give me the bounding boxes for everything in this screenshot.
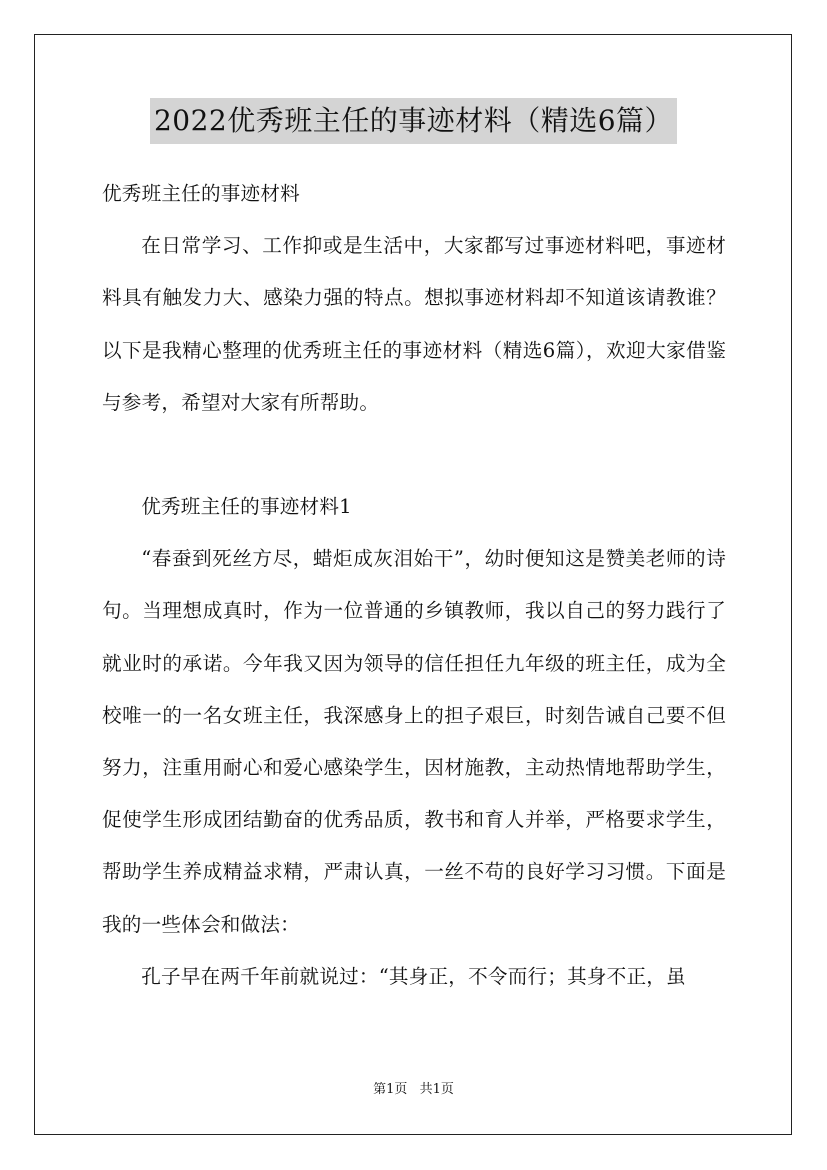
body-paragraph-1: “春蚕到死丝方尽，蜡炬成灰泪始干”，幼时便知这是赞美老师的诗句。当理想成真时，作为一位普通的乡镇教师，我以自己的努力践行了就业时的承诺。今年我又因为领导的信任担任九年级的班主任，成为全校唯一的一名女班主任，我深感身上的担子艰巨，时刻告诫自己要不但努力，注重用耐心和爱心感染学生，因材施教，主动热情地帮助学生，促使学生形成团结勤奋的优秀品质，教书和育人并举，严格要求学生，帮助学生养成精益求精，严肃认真，一丝不苟的良好学习习惯。下面是我的一些体会和做法： [102,547,726,936]
document-body [102,168,726,1003]
page-footer [0,1080,827,1100]
page-total: 共1页 [419,1082,454,1097]
section-heading: 优秀班主任的事迹材料1 [141,495,352,519]
body-paragraph-2: 孔子早在两千年前就说过：“其身正，不令而行；其身不正，虽 [141,964,686,988]
intro-paragraph: 在日常学习、工作抑或是生活中，大家都写过事迹材料吧，事迹材料具有触发力大、感染力强的特点。想拟事迹材料却不知道该请教谁？以下是我精心整理的优秀班主任的事迹材料（精选6篇），欢迎大家借鉴与参考，希望对大家有所帮助。 [102,234,726,414]
page-number: 第1页 [373,1082,408,1097]
document-subtitle: 优秀班主任的事迹材料 [102,182,300,205]
section-spacer [102,429,726,481]
document-title: 2022优秀班主任的事迹材料（精选6篇） [150,98,677,144]
title-container [0,98,827,144]
